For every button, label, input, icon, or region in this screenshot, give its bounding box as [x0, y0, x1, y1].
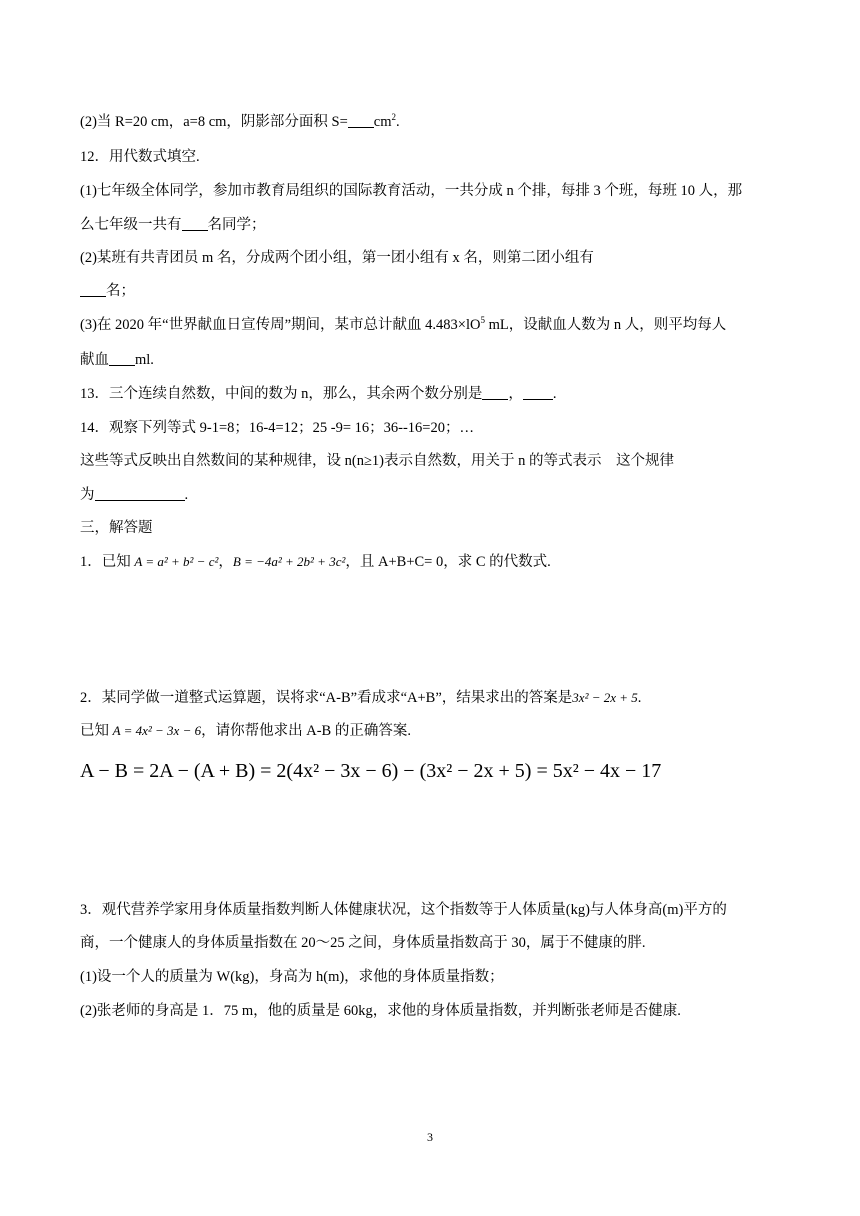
- text: 么七年级一共有: [80, 217, 182, 233]
- text: 名；: [106, 283, 135, 299]
- text: (2)当 R=20 cm，a=8 cm，阴影部分面积 S=: [80, 114, 348, 130]
- answer-blank[interactable]: [109, 351, 135, 366]
- problem-2-solution-equation: A − B = 2A − (A + B) = 2(4x² − 3x − 6) − (3x² − 2x + 5) = 5x² − 4x − 17: [80, 760, 662, 782]
- superscript: 2: [391, 112, 397, 122]
- formula-b: B = −4a² + 2b² + 3c²: [232, 554, 346, 569]
- answer-blank[interactable]: [523, 385, 553, 400]
- line-q11-2: [80, 112, 400, 132]
- text: mL，设献血人数为 n 人，则平均每人: [484, 317, 727, 333]
- text: ，请你帮他求出 A-B 的正确答案.: [201, 723, 411, 739]
- problem-3-line1: 3．观代营养学家用身体质量指数判断人体健康状况，这个指数等于人体质量(kg)与人体身高(m)平方的: [80, 902, 727, 918]
- text: cm: [373, 114, 392, 130]
- text: 献血: [80, 352, 109, 368]
- question-12-title: 12．用代数式填空.: [80, 149, 200, 165]
- answer-blank[interactable]: [482, 385, 508, 400]
- text: (3)在 2020 年“世界献血日宣传周”期间，某市总计献血 4.483×lO: [80, 317, 481, 333]
- text: ml.: [135, 352, 154, 368]
- text: 已知: [80, 723, 113, 739]
- text: .: [184, 487, 189, 503]
- question-14-line1: 14．观察下列等式 9-1=8；16-4=12；25 -9= 16；36--16=20；…: [80, 420, 474, 436]
- question-12-part1-line1: (1)七年级全体同学，参加市教育局组织的国际教育活动，一共分成 n 个排，每排 3 个班，每班 10 人，那: [80, 183, 743, 199]
- problem-1: [80, 552, 551, 572]
- question-14-line3: [80, 485, 188, 505]
- text: .: [637, 690, 642, 706]
- text: 1．已知: [80, 554, 135, 570]
- text: 为: [80, 487, 95, 503]
- formula-result: 3x² − 2x + 5: [572, 690, 638, 705]
- text: .: [552, 386, 557, 402]
- question-12-part1-line2: [80, 215, 266, 235]
- problem-3-part1: (1)设一个人的质量为 W(kg)，身高为 h(m)，求他的身体质量指数；: [80, 969, 504, 985]
- answer-blank[interactable]: [80, 282, 106, 297]
- section-3-heading: 三，解答题: [80, 520, 153, 536]
- text: ，: [218, 554, 233, 570]
- question-12-part3-line2: [80, 350, 154, 370]
- answer-blank[interactable]: [95, 486, 185, 501]
- page-number: 3: [427, 1130, 433, 1144]
- text: ，: [508, 386, 523, 402]
- formula-a: A = 4x² − 3x − 6: [112, 723, 202, 738]
- problem-2-line1: [80, 688, 641, 708]
- superscript: 5: [480, 315, 485, 325]
- question-12-part2-line2: [80, 281, 135, 301]
- text: ，且 A+B+C= 0，求 C 的代数式.: [345, 554, 551, 570]
- text: 13．三个连续自然数，中间的数为 n，那么，其余两个数分别是: [80, 386, 483, 402]
- formula-a: A = a² + b² − c²: [134, 554, 219, 569]
- text: 名同学；: [207, 217, 266, 233]
- text: .: [396, 114, 400, 130]
- question-13: [80, 384, 557, 404]
- question-12-part3-line1: [80, 315, 726, 335]
- text: 2．某同学做一道整式运算题，误将求“A-B”看成求“A+B”，结果求出的答案是: [80, 690, 573, 706]
- question-12-part2-line1: (2)某班有共青团员 m 名，分成两个团小组，第一团小组有 x 名，则第二团小组有: [80, 250, 594, 266]
- answer-blank[interactable]: [182, 216, 208, 231]
- problem-3-line2: 商，一个健康人的身体质量指数在 20～25 之间，身体质量指数高于 30，属于不健康的胖.: [80, 935, 646, 951]
- answer-blank[interactable]: [348, 113, 374, 128]
- problem-2-line2: [80, 721, 411, 741]
- question-14-line2: 这些等式反映出自然数间的某种规律，设 n(n≥1)表示自然数，用关于 n 的等式表示 这个规律: [80, 453, 674, 469]
- problem-3-part2: (2)张老师的身高是 1．75 m，他的质量是 60kg，求他的身体质量指数，并判断张老师是否健康.: [80, 1003, 681, 1019]
